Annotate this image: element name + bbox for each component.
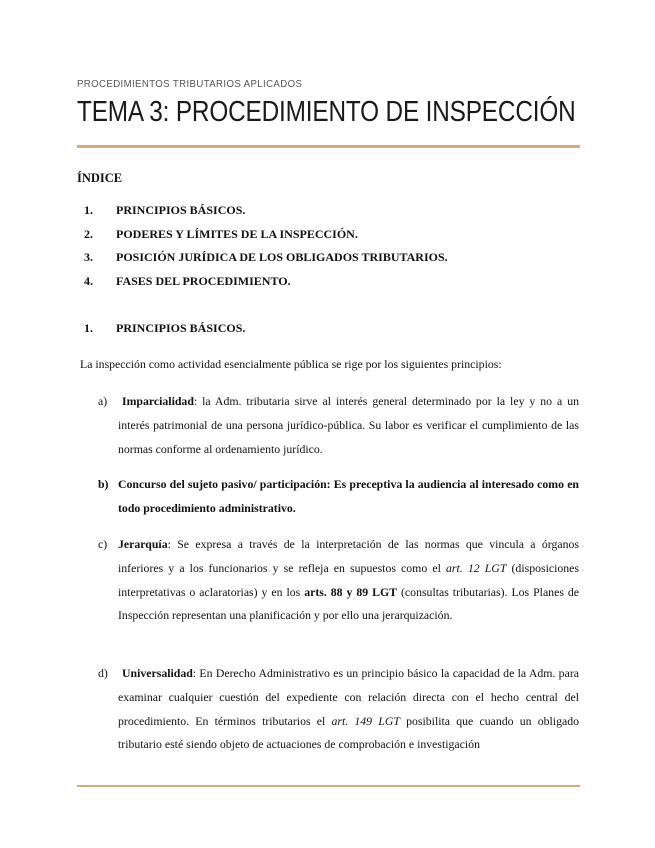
- toc-number: 2.: [84, 226, 93, 241]
- item-body: [118, 390, 579, 461]
- item-text: posibilita que cuando un obligado tributario esté siendo objeto de actuaciones de comprobación e investigación: [118, 713, 579, 752]
- item-body: [118, 473, 579, 521]
- toc-item-2[interactable]: [84, 227, 448, 251]
- footer-divider: [77, 785, 580, 787]
- item-marker: b): [98, 477, 109, 491]
- toc-number: 3.: [84, 250, 93, 264]
- item-text: (consultas tributarias). Los Planes de Inspección representan una planificación y por ello una jerarquización.: [118, 584, 579, 623]
- principle-item-b: [98, 473, 579, 521]
- toc-item-3[interactable]: [84, 250, 448, 274]
- table-of-contents: [84, 203, 448, 297]
- title-divider: [77, 145, 580, 148]
- section-intro: La inspección como actividad esencialmente pública se rige por los siguientes principios:: [80, 357, 502, 371]
- item-body: [118, 533, 579, 628]
- toc-number: 1.: [84, 203, 93, 217]
- toc-item-4[interactable]: [84, 274, 448, 298]
- item-text: : Se expresa a través de la interpretación de las normas que vincula a órganos inferiores y a los funcionarios y se refleja en supuestos como el: [118, 537, 579, 575]
- section-number: 1.: [84, 321, 93, 335]
- item-marker: c): [98, 537, 108, 551]
- section-heading: [84, 321, 245, 336]
- item-marker: d): [98, 666, 108, 680]
- item-term: Universalidad: [122, 666, 193, 680]
- item-term: Jerarquía: [118, 537, 168, 551]
- item-term: Imparcialidad: [122, 394, 194, 408]
- legal-reference: art. 149 LGT: [331, 713, 400, 728]
- page-title: TEMA 3: PROCEDIMIENTO DE INSPECCIÓN: [77, 96, 576, 128]
- item-text: : Es preceptiva la audiencia al interesado como en todo procedimiento administrativo.: [118, 477, 579, 515]
- principle-item-c: [98, 533, 579, 628]
- item-term: Concurso del sujeto pasivo/ participación: [118, 477, 327, 491]
- item-body: [118, 662, 579, 757]
- item-marker: a): [98, 394, 108, 408]
- legal-reference: arts. 88 y 89 LGT: [304, 584, 398, 599]
- item-text: (disposiciones interpretativas o aclaratorias) y en los: [118, 560, 580, 599]
- course-subtitle: PROCEDIMIENTOS TRIBUTARIOS APLICADOS: [77, 78, 303, 90]
- item-text: : la Adm. tributaria sirve al interés general determinado por la ley y no a un interés patrimonial de una persona jurídico-pública. Su labor es verificar el cumplimiento de las normas conforme al ordenamiento jurídico.: [118, 394, 579, 456]
- legal-reference: art. 12 LGT: [446, 560, 507, 575]
- toc-item-1[interactable]: [84, 203, 448, 227]
- item-text: : En Derecho Administrativo es un principio básico la capacidad de la Adm. para examinar cualquier cuestión del expediente con relación directa con el hecho central del procedimiento. En términos tributarios el: [118, 666, 579, 728]
- principle-item-d: [98, 662, 579, 757]
- toc-label: FASES DEL PROCEDIMIENTO.: [116, 273, 291, 288]
- index-heading: ÍNDICE: [77, 171, 123, 185]
- toc-label: POSICIÓN JURÍDICA DE LOS OBLIGADOS TRIBUTARIOS.: [116, 250, 448, 264]
- toc-label: PRINCIPIOS BÁSICOS.: [116, 203, 246, 217]
- toc-label: PODERES Y LÍMITES DE LA INSPECCIÓN.: [116, 226, 358, 241]
- section-title: PRINCIPIOS BÁSICOS.: [116, 321, 246, 335]
- principle-item-a: [98, 390, 579, 461]
- toc-number: 4.: [84, 273, 93, 288]
